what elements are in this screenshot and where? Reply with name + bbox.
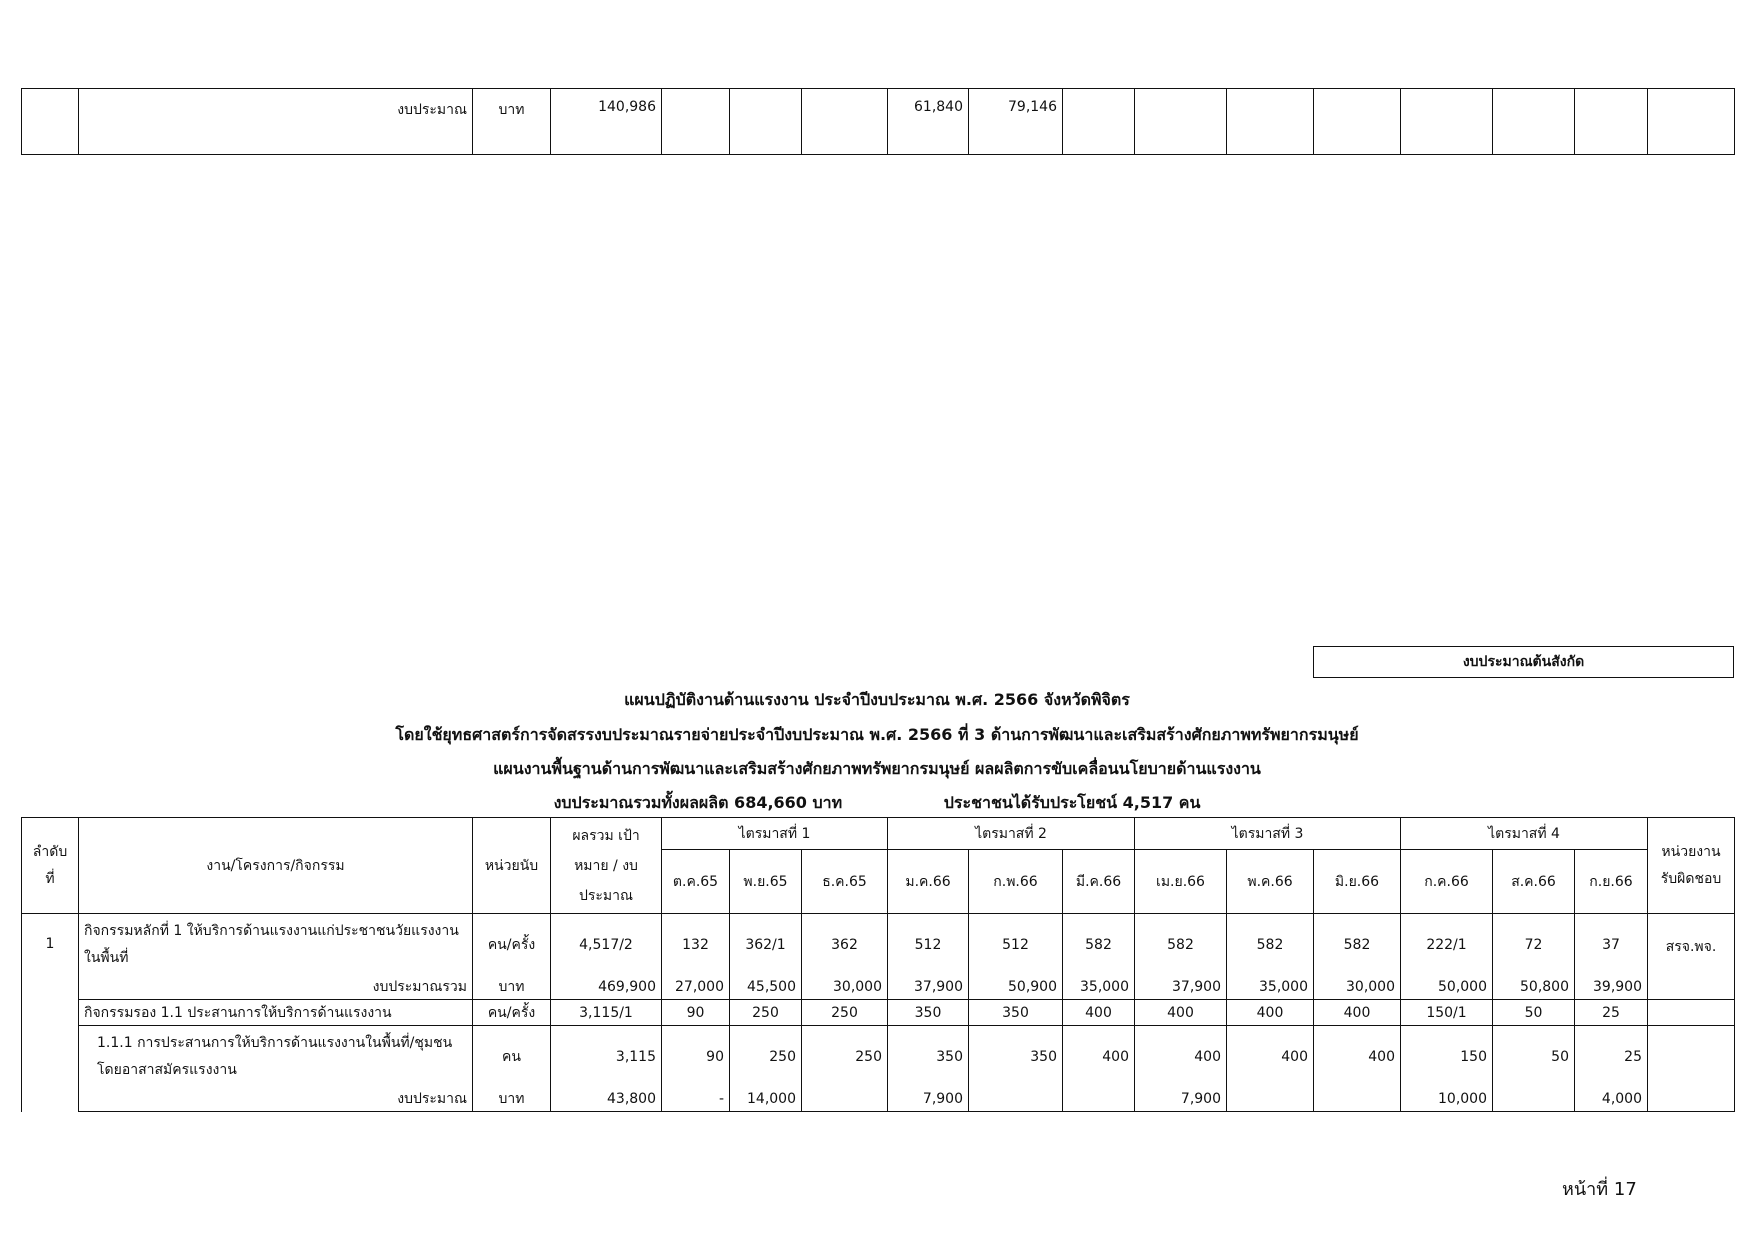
sub-responsible-cell bbox=[1648, 1000, 1735, 1026]
sub-month-cell: 90 bbox=[662, 1000, 730, 1026]
main-budget-month: 37,900 bbox=[1135, 976, 1227, 1000]
main-month-cell: 222/1 bbox=[1401, 914, 1493, 976]
item-unit: คน bbox=[473, 1026, 551, 1088]
top-month-cell: 79,146 bbox=[969, 89, 1063, 155]
main-month-cell: 362/1 bbox=[730, 914, 802, 976]
main-budget-month: 37,900 bbox=[888, 976, 969, 1000]
sub-month-cell: 350 bbox=[969, 1000, 1063, 1026]
main-budget-month: 30,000 bbox=[1314, 976, 1401, 1000]
sub-activity-row bbox=[22, 1000, 1735, 1026]
main-budget-month: 30,000 bbox=[802, 976, 888, 1000]
item-month-cell: 350 bbox=[888, 1026, 969, 1088]
main-budget-label: งบประมาณรวม bbox=[79, 976, 473, 1000]
item-row bbox=[22, 1026, 1735, 1088]
top-month-cell: 61,840 bbox=[888, 89, 969, 155]
main-month-cell: 362 bbox=[802, 914, 888, 976]
summary-budget: งบประมาณรวมทั้งผลผลิต 684,660 บาท bbox=[553, 793, 843, 812]
plan-table bbox=[21, 817, 1735, 1112]
main-budget-unit: บาท bbox=[473, 976, 551, 1000]
item-month-cell: 400 bbox=[1063, 1026, 1135, 1088]
item-budget-month: 10,000 bbox=[1401, 1088, 1493, 1112]
main-budget-month: 35,000 bbox=[1063, 976, 1135, 1000]
sub-month-cell: 400 bbox=[1227, 1000, 1314, 1026]
plan-title: แผนปฏิบัติงานด้านแรงงาน ประจำปีงบประมาณ พ.ศ. 2566 จังหวัดพิจิตร bbox=[624, 690, 1130, 709]
item-month-cell: 50 bbox=[1493, 1026, 1575, 1088]
header-month: ส.ค.66 bbox=[1493, 850, 1575, 914]
top-month-cell bbox=[1401, 89, 1493, 155]
sub-month-cell: 400 bbox=[1135, 1000, 1227, 1026]
main-month-cell: 132 bbox=[662, 914, 730, 976]
top-unit: บาท bbox=[473, 89, 551, 155]
header-quarter-1: ไตรมาสที่ 1 bbox=[662, 818, 888, 850]
sub-month-cell: 400 bbox=[1063, 1000, 1135, 1026]
main-month-cell: 582 bbox=[1063, 914, 1135, 976]
header-total: ผลรวม เป้าหมาย / งบประมาณ bbox=[551, 818, 662, 914]
top-month-cell bbox=[1227, 89, 1314, 155]
main-month-cell: 582 bbox=[1227, 914, 1314, 976]
item-month-cell: 400 bbox=[1227, 1026, 1314, 1088]
main-budget-month: 50,000 bbox=[1401, 976, 1493, 1000]
main-month-cell: 512 bbox=[969, 914, 1063, 976]
strategy-title: โดยใช้ยุทธศาสตร์การจัดสรรงบประมาณรายจ่ายประจำปีงบประมาณ พ.ศ. 2566 ที่ 3 ด้านการพัฒนาและเสริมสร้างศักยภาพทรัพยากรมนุษย์ bbox=[395, 725, 1359, 744]
item-month-cell: 400 bbox=[1314, 1026, 1401, 1088]
top-month-cell bbox=[1314, 89, 1401, 155]
main-month-cell: 37 bbox=[1575, 914, 1648, 976]
budget-source-box: งบประมาณต้นสังกัด bbox=[1313, 646, 1734, 678]
header-quarter-3: ไตรมาสที่ 3 bbox=[1135, 818, 1401, 850]
header-month: ธ.ค.65 bbox=[802, 850, 888, 914]
item-task: 1.1.1 การประสานการให้บริการด้านแรงงานในพื้นที่/ชุมชนโดยอาสาสมัครแรงงาน bbox=[79, 1026, 473, 1088]
item-budget-month bbox=[1493, 1088, 1575, 1112]
item-month-cell: 350 bbox=[969, 1026, 1063, 1088]
sub-month-cell: 150/1 bbox=[1401, 1000, 1493, 1026]
header-row-quarters bbox=[22, 818, 1735, 850]
main-activity-responsible: สรจ.พจ. bbox=[1648, 914, 1735, 1000]
header-quarter-4: ไตรมาสที่ 4 bbox=[1401, 818, 1648, 850]
sub-month-cell: 400 bbox=[1314, 1000, 1401, 1026]
main-month-cell: 72 bbox=[1493, 914, 1575, 976]
header-month: พ.ค.66 bbox=[1227, 850, 1314, 914]
top-month-cell bbox=[730, 89, 802, 155]
item-responsible-cell bbox=[1648, 1026, 1735, 1112]
item-month-cell: 25 bbox=[1575, 1026, 1648, 1088]
top-budget-row bbox=[22, 89, 1735, 155]
top-month-cell bbox=[1135, 89, 1227, 155]
item-budget-total: 43,800 bbox=[551, 1088, 662, 1112]
sub-month-cell: 250 bbox=[730, 1000, 802, 1026]
main-budget-month: 50,900 bbox=[969, 976, 1063, 1000]
main-activity-row bbox=[22, 914, 1735, 976]
item-budget-unit: บาท bbox=[473, 1088, 551, 1112]
program-title: แผนงานพื้นฐานด้านการพัฒนาและเสริมสร้างศักยภาพทรัพยากรมนุษย์ ผลผลิตการขับเคลื่อนนโยบายด้านแรงงาน bbox=[493, 759, 1261, 778]
main-activity-total: 4,517/2 bbox=[551, 914, 662, 976]
sub-activity-task: กิจกรรมรอง 1.1 ประสานการให้บริการด้านแรงงาน bbox=[79, 1000, 473, 1026]
sub-month-cell: 25 bbox=[1575, 1000, 1648, 1026]
item-budget-month bbox=[969, 1088, 1063, 1112]
continuation-table bbox=[21, 88, 1735, 155]
top-total: 140,986 bbox=[551, 89, 662, 155]
item-month-cell: 150 bbox=[1401, 1026, 1493, 1088]
main-budget-month: 45,500 bbox=[730, 976, 802, 1000]
item-budget-month bbox=[1227, 1088, 1314, 1112]
main-budget-month: 39,900 bbox=[1575, 976, 1648, 1000]
main-month-cell: 512 bbox=[888, 914, 969, 976]
item-month-cell: 250 bbox=[730, 1026, 802, 1088]
header-month: มิ.ย.66 bbox=[1314, 850, 1401, 914]
item-budget-month: 4,000 bbox=[1575, 1088, 1648, 1112]
main-budget-row bbox=[22, 976, 1735, 1000]
main-budget-total: 469,900 bbox=[551, 976, 662, 1000]
item-month-cell: 250 bbox=[802, 1026, 888, 1088]
header-month: ก.พ.66 bbox=[969, 850, 1063, 914]
header-quarter-2: ไตรมาสที่ 2 bbox=[888, 818, 1135, 850]
sub-activity-total: 3,115/1 bbox=[551, 1000, 662, 1026]
header-month: ก.ย.66 bbox=[1575, 850, 1648, 914]
header-no: ลำดับ ที่ bbox=[22, 818, 79, 914]
item-budget-month: - bbox=[662, 1088, 730, 1112]
main-budget-month: 50,800 bbox=[1493, 976, 1575, 1000]
main-budget-month: 35,000 bbox=[1227, 976, 1314, 1000]
item-budget-month bbox=[1314, 1088, 1401, 1112]
main-activity-task: กิจกรรมหลักที่ 1 ให้บริการด้านแรงงานแก่ประชาชนวัยแรงงานในพื้นที่ bbox=[79, 914, 473, 976]
main-budget-month: 27,000 bbox=[662, 976, 730, 1000]
top-month-cell bbox=[802, 89, 888, 155]
item-budget-month: 14,000 bbox=[730, 1088, 802, 1112]
header-month: พ.ย.65 bbox=[730, 850, 802, 914]
top-month-cell bbox=[662, 89, 730, 155]
header-task: งาน/โครงการ/กิจกรรม bbox=[79, 818, 473, 914]
header-unit: หน่วยนับ bbox=[473, 818, 551, 914]
main-month-cell: 582 bbox=[1314, 914, 1401, 976]
item-month-cell: 90 bbox=[662, 1026, 730, 1088]
item-budget-month: 7,900 bbox=[888, 1088, 969, 1112]
top-month-cell bbox=[1575, 89, 1648, 155]
sub-activity-unit: คน/ครั้ง bbox=[473, 1000, 551, 1026]
item-month-cell: 400 bbox=[1135, 1026, 1227, 1088]
item-budget-month: 7,900 bbox=[1135, 1088, 1227, 1112]
top-label: งบประมาณ bbox=[79, 89, 473, 155]
top-month-cell bbox=[1063, 89, 1135, 155]
item-budget-label: งบประมาณ bbox=[79, 1088, 473, 1112]
header-month: มี.ค.66 bbox=[1063, 850, 1135, 914]
header-month: เม.ย.66 bbox=[1135, 850, 1227, 914]
sub-month-cell: 50 bbox=[1493, 1000, 1575, 1026]
sub-month-cell: 350 bbox=[888, 1000, 969, 1026]
summary-beneficiaries: ประชาชนได้รับประโยชน์ 4,517 คน bbox=[943, 793, 1201, 812]
item-budget-month bbox=[1063, 1088, 1135, 1112]
main-month-cell: 582 bbox=[1135, 914, 1227, 976]
item-budget-month bbox=[802, 1088, 888, 1112]
top-month-cell bbox=[1493, 89, 1575, 155]
row-number: 1 bbox=[22, 914, 79, 1112]
header-month: ม.ค.66 bbox=[888, 850, 969, 914]
top-no-cell bbox=[22, 89, 79, 155]
header-responsible: หน่วยงาน รับผิดชอบ bbox=[1648, 818, 1735, 914]
header-month: ก.ค.66 bbox=[1401, 850, 1493, 914]
header-month: ต.ค.65 bbox=[662, 850, 730, 914]
page-number: หน้าที่ 17 bbox=[1562, 1179, 1637, 1200]
main-activity-unit: คน/ครั้ง bbox=[473, 914, 551, 976]
sub-month-cell: 250 bbox=[802, 1000, 888, 1026]
item-total: 3,115 bbox=[551, 1026, 662, 1088]
top-month-cell bbox=[1648, 89, 1735, 155]
summary-line bbox=[0, 791, 1754, 816]
item-budget-row bbox=[22, 1088, 1735, 1112]
